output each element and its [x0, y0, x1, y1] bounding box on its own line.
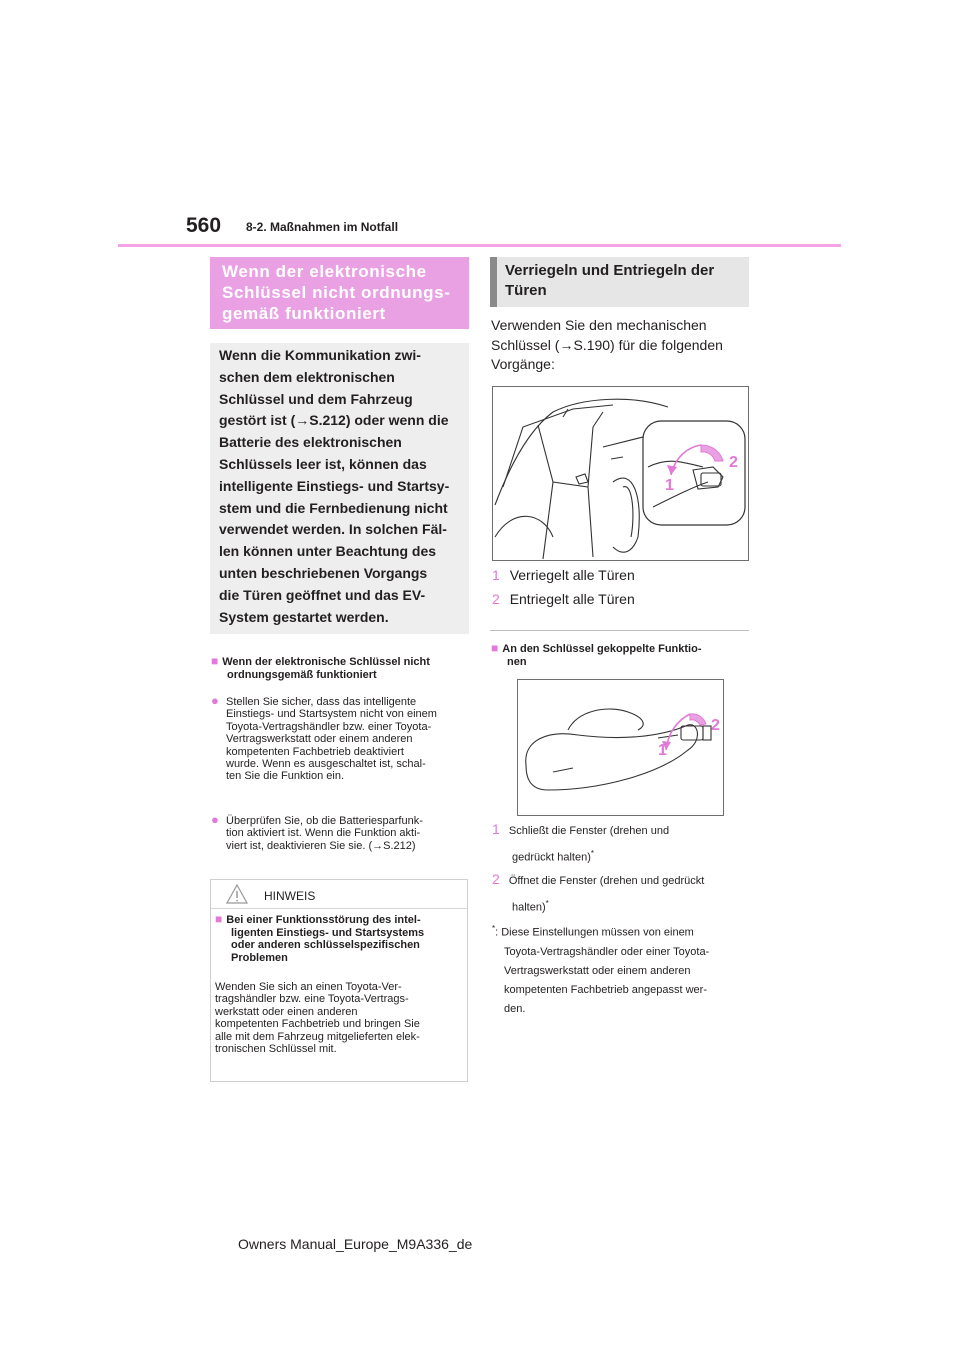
step-item [492, 820, 754, 868]
step-text: Schließt die Fenster (drehen und [508, 825, 670, 837]
footnote-line: Vertragswerkstatt oder einem anderen [504, 964, 691, 977]
window-key-illustration [517, 679, 724, 816]
title-accent-bar [490, 257, 497, 307]
bullet-line: Einstiegs- und Startsystem nicht von einem [226, 708, 437, 721]
bullet-line: kompetenten Fachbetrieb deaktiviert [226, 745, 404, 758]
step-number: 2 [492, 871, 500, 887]
intro-line: Batterie des elektronischen [219, 434, 402, 451]
step-text: Verriegelt alle Türen [509, 567, 635, 583]
intro-line: verwendet werden. In solchen Fäl- [219, 521, 447, 538]
notice-subheading [215, 913, 465, 964]
step-text: Öffnet die Fenster (drehen und gedrückt [508, 875, 705, 887]
square-bullet-icon: ■ [211, 654, 219, 668]
intro-line: die Türen geöffnet und das EV- [219, 586, 426, 603]
page-number: 560 [186, 214, 222, 237]
notice-body-line: Wenden Sie sich an einen Toyota-Ver- [215, 981, 402, 993]
bullet-line: viert ist, deaktivieren Sie sie. (→S.212) [226, 839, 416, 852]
right-subheading-line: An den Schlüssel gekoppelte Funktio- [502, 643, 702, 655]
intro-line: System gestartet werden. [219, 608, 389, 625]
door-handle-key-drawing [518, 680, 723, 815]
step-text: halten) [512, 901, 546, 914]
figure-label: 1 [658, 742, 667, 759]
right-intro [491, 316, 753, 375]
figure-label: 2 [729, 454, 738, 471]
right-intro-line: Schlüssel (→S.190) für die folgenden [491, 336, 723, 353]
notice-header [211, 880, 467, 909]
step-text: gedrückt halten) [512, 851, 591, 864]
intro-line: unten beschriebenen Vorgangs [219, 564, 428, 581]
footnote-mark: * [492, 924, 496, 933]
circle-bullet-icon: ● [211, 812, 219, 827]
step-item [492, 590, 752, 610]
notice-body-line: werkstatt oder einen anderen [215, 1005, 358, 1018]
intro-line: Schlüssel und dem Fahrzeug [219, 390, 413, 407]
section-title-box [210, 257, 469, 329]
footnote-line: : Diese Einstellungen müssen von einem [495, 926, 694, 939]
right-title-box [490, 257, 749, 307]
notice-body-line: tronischen Schlüssel mit. [215, 1043, 337, 1056]
divider [490, 630, 749, 631]
footnote-line: kompetenten Fachbetrieb angepasst wer- [504, 983, 708, 996]
subheading-line: ordnungsgemäß funktioniert [227, 668, 377, 681]
square-bullet-icon: ■ [491, 641, 499, 655]
intro-line: schen dem elektronischen [219, 368, 395, 385]
bullet-line: Vertragswerkstatt oder einem anderen [226, 733, 413, 746]
bullet-line: wurde. Wenn es ausgeschaltet ist, schal- [226, 758, 426, 771]
section-label: 8-2. Maßnahmen im Notfall [246, 220, 399, 234]
notice-subheading-line: ligenten Einstiegs- und Startsystems [231, 926, 425, 939]
intro-line: len können unter Beachtung des [219, 543, 437, 560]
notice-subheading-line: Bei einer Funktionsstörung des intel- [226, 914, 421, 926]
car-door-key-drawing [493, 387, 748, 560]
intro-line: Wenn die Kommunikation zwi- [219, 347, 421, 363]
intro-line: Schlüssels leer ist, können das [219, 455, 427, 472]
intro-line: stem und die Fernbedienung nicht [219, 499, 448, 516]
square-bullet-icon: ■ [215, 912, 223, 926]
circle-bullet-icon: ● [211, 693, 219, 708]
subheading [211, 655, 473, 681]
header-rule [118, 244, 841, 247]
right-title-line: Verriegeln und Entriegeln der [505, 262, 715, 279]
notice-subheading-line: oder anderen schlüsselspezifischen [231, 939, 420, 951]
intro-text [219, 345, 465, 628]
section-title-line: Wenn der elektronische [222, 262, 427, 281]
footnote-line: Toyota-Vertragshändler oder einer Toyota- [504, 945, 710, 958]
figure-label: 2 [711, 717, 720, 734]
footnote-line: den. [504, 1002, 526, 1015]
notice-title: HINWEIS [264, 889, 316, 903]
bullet-item [211, 812, 472, 852]
footnote-ref: * [545, 899, 549, 908]
bullet-line: tion aktiviert ist. Wenn die Funktion akti- [226, 827, 421, 840]
step-text-cont [492, 844, 754, 868]
warning-triangle-icon [225, 883, 249, 905]
notice-box [210, 879, 468, 1082]
right-subheading [491, 642, 753, 668]
step-text: Entriegelt alle Türen [509, 591, 635, 607]
figure-label: 1 [665, 477, 674, 494]
bullet-line: ten Sie die Funktion ein. [226, 770, 345, 783]
step-item [492, 566, 752, 586]
intro-box [210, 343, 469, 634]
subheading-line: Wenn der elektronische Schlüssel nicht [222, 656, 430, 668]
step-number: 2 [492, 591, 500, 607]
step-text-cont [492, 894, 754, 918]
door-lock-illustration [492, 386, 749, 561]
notice-body-line: alle mit dem Fahrzeug mitgelieferten elek- [215, 1030, 420, 1043]
footnote-ref: * [590, 849, 595, 858]
right-title-line: Türen [505, 282, 547, 299]
footer-text: Owners Manual_Europe_M9A336_de [238, 1236, 473, 1252]
section-title-line: gemäß funktioniert [222, 304, 386, 323]
step-number: 1 [492, 821, 500, 837]
notice-body-line: kompetenten Fachbetrieb und bringen Sie [215, 1018, 420, 1031]
right-title [505, 261, 714, 301]
bullet-line: Stellen Sie sicher, dass das intelligente [226, 696, 417, 708]
right-intro-line: Verwenden Sie den mechanischen [491, 317, 707, 333]
bullet-line: Überprüfen Sie, ob die Batteriesparfunk- [226, 815, 423, 827]
intro-line: gestört ist (→S.212) oder wenn die [219, 412, 449, 429]
bullet-item [211, 693, 472, 783]
notice-subheading-line: Problemen [231, 951, 288, 964]
section-title-line: Schlüssel nicht ordnungs- [222, 283, 451, 302]
notice-body [215, 981, 467, 1055]
bullet-line: Toyota-Vertragshändler bzw. einer Toyota- [226, 720, 432, 733]
step-number: 1 [492, 567, 500, 583]
step-item [492, 870, 754, 918]
section-title [222, 261, 450, 324]
right-intro-line: Vorgänge: [491, 356, 555, 372]
right-subheading-line: nen [507, 655, 527, 668]
footnote [492, 919, 754, 1019]
notice-body-line: tragshändler bzw. eine Toyota-Vertrags- [215, 993, 409, 1006]
intro-line: intelligente Einstiegs- und Startsy- [219, 477, 450, 494]
